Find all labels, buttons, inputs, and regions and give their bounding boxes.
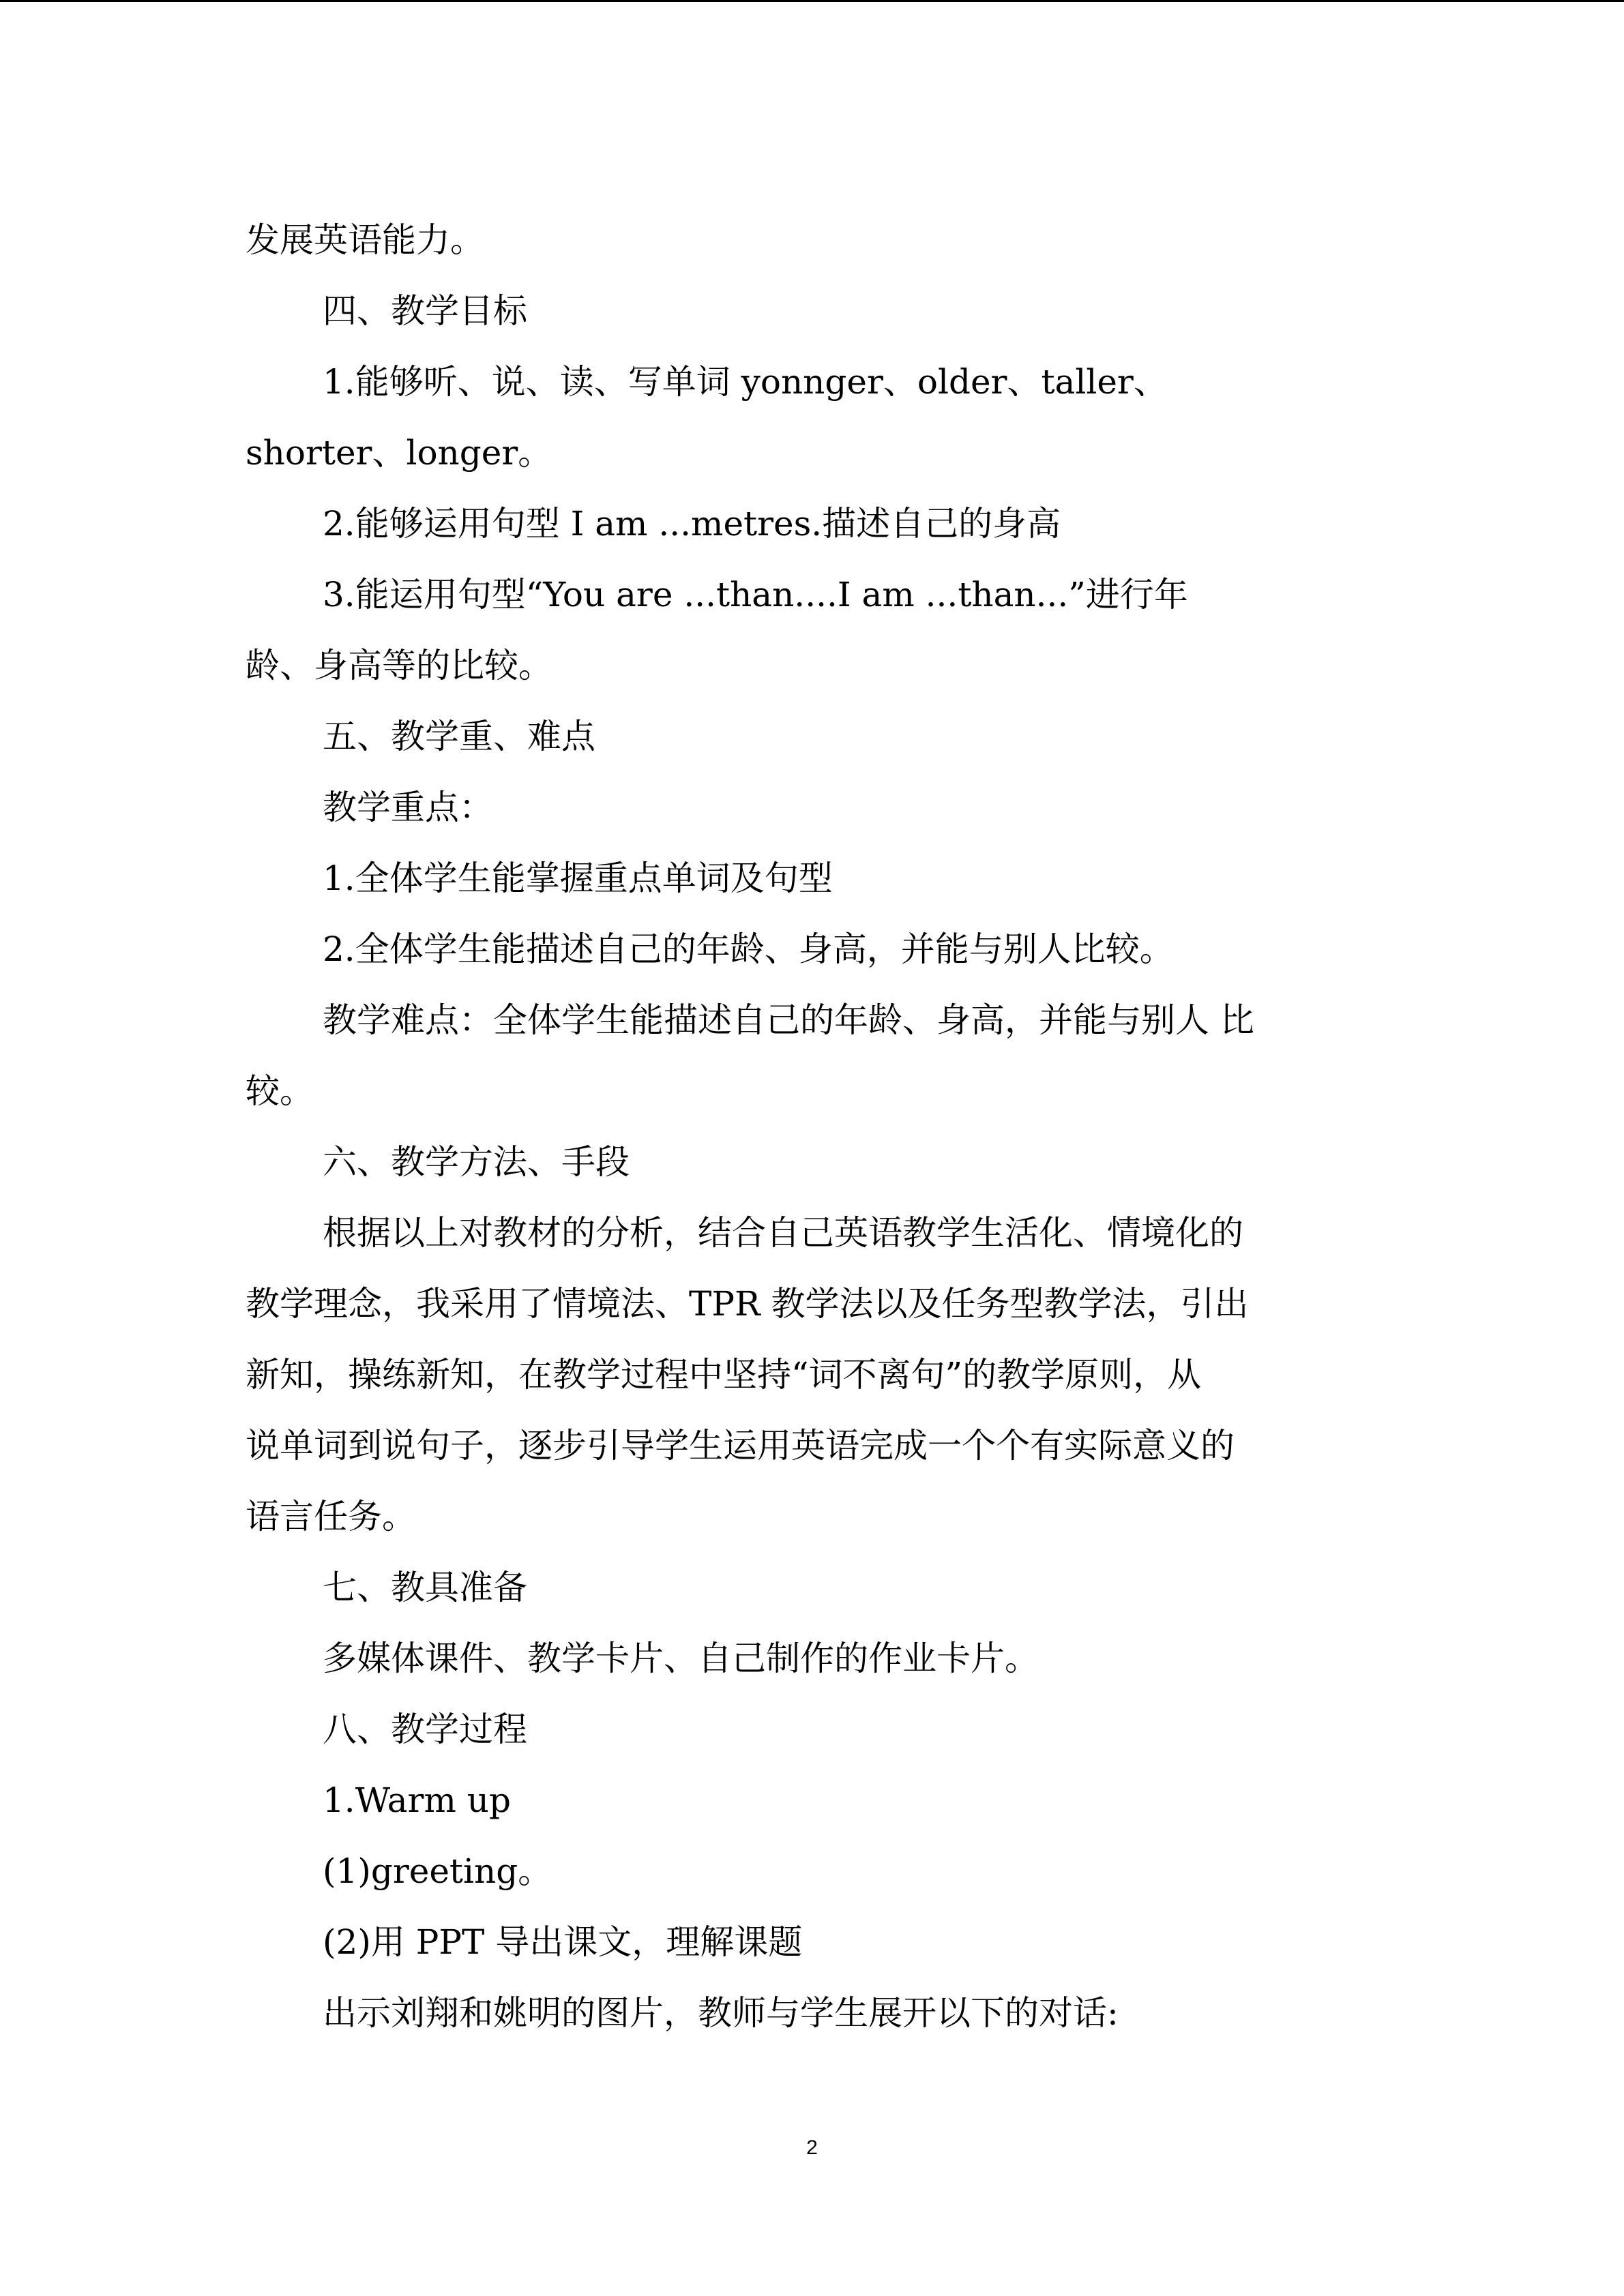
section-heading-materials: 七、教具准备	[323, 1568, 527, 1607]
section-heading-process: 八、教学过程	[323, 1710, 527, 1749]
text-line: 根据以上对教材的分析，结合自己英语教学生活化、情境化的	[323, 1213, 1243, 1253]
text-line: 1.能够听、说、读、写单词 yonnger、older、taller、	[323, 362, 1168, 402]
text-line: 2.全体学生能描述自己的年龄、身高，并能与别人比较。	[323, 929, 1174, 969]
text-line: 说单词到说句子，逐步引导学生运用英语完成一个个有实际意义的	[246, 1426, 1235, 1465]
text-line: (1)greeting。	[323, 1851, 552, 1891]
text-line: 教学难点：全体学生能描述自己的年龄、身高，并能与别人 比	[323, 1000, 1254, 1040]
text-line: shorter、longer。	[246, 433, 552, 473]
text-line: 3.能运用句型“You are ...than....I am ...than...”进行年	[323, 575, 1188, 614]
document-page-body	[246, 205, 1378, 2048]
page-number: 2	[806, 2136, 818, 2159]
text-line: 2.能够运用句型 I am ...metres.描述自己的身高	[323, 504, 1061, 543]
text-line: 语言任务。	[246, 1497, 416, 1536]
text-line: 多媒体课件、教学卡片、自己制作的作业卡片。	[323, 1639, 1039, 1678]
section-heading-methods: 六、教学方法、手段	[323, 1142, 630, 1182]
section-heading-objectives: 四、教学目标	[323, 291, 527, 331]
text-line: 新知，操练新知，在教学过程中坚持“词不离句”的教学原则，从	[246, 1355, 1202, 1395]
text-line: 1.全体学生能掌握重点单词及句型	[323, 859, 833, 898]
text-line: 出示刘翔和姚明的图片，教师与学生展开以下的对话:	[323, 1993, 1119, 2033]
page-top-border	[0, 0, 1624, 2]
text-line: 龄、身高等的比较。	[246, 646, 552, 685]
text-line: 较。	[246, 1071, 314, 1111]
text-line: 1.Warm up	[323, 1780, 511, 1820]
text-line: 教学重点：	[323, 788, 493, 827]
text-line: 发展英语能力。	[246, 220, 484, 260]
text-line: (2)用 PPT 导出课文，理解课题	[323, 1922, 803, 1962]
section-heading-key-points: 五、教学重、难点	[323, 717, 595, 756]
text-line: 教学理念，我采用了情境法、TPR 教学法以及任务型教学法，引出	[246, 1284, 1249, 1324]
